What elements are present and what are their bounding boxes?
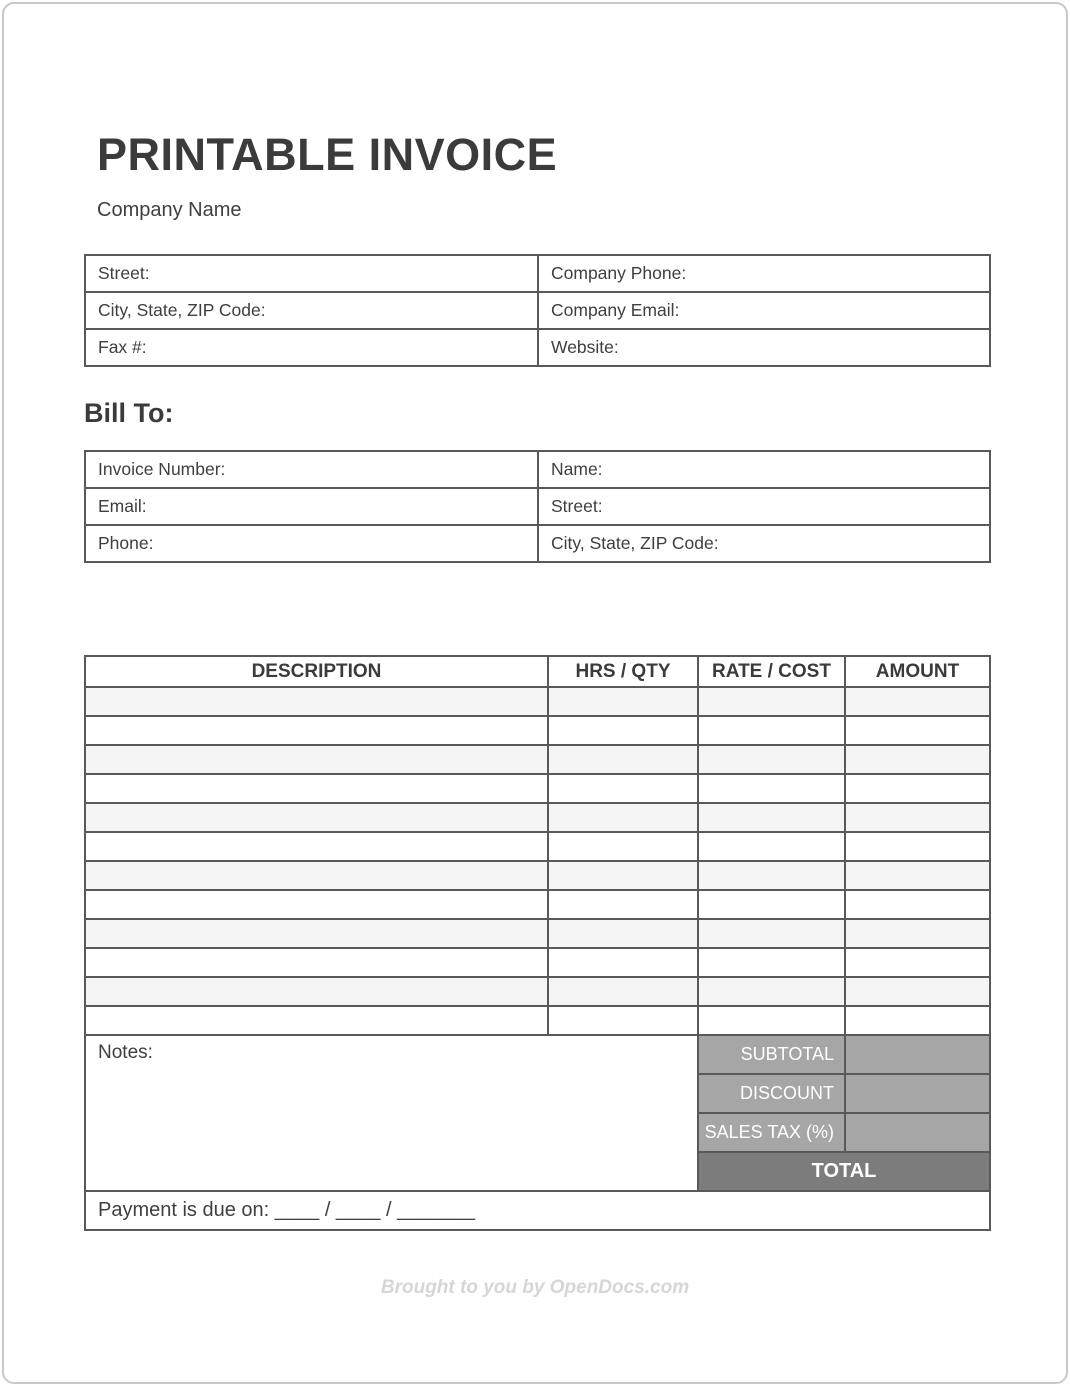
subtotal-label: SUBTOTAL xyxy=(698,1035,845,1074)
city-state-zip-field[interactable] xyxy=(85,292,538,329)
item-cell[interactable] xyxy=(85,745,548,774)
company-phone-label: Company Phone: xyxy=(551,262,687,283)
col-rate-cost-header: RATE / COST xyxy=(698,656,845,687)
item-cell[interactable] xyxy=(548,803,698,832)
table-row xyxy=(85,329,990,366)
company-email-label: Company Email: xyxy=(551,299,680,320)
invoice-page xyxy=(2,2,1068,1384)
bill-email-label: Email: xyxy=(98,496,147,517)
sales-tax-value-field[interactable] xyxy=(845,1113,990,1152)
item-row xyxy=(85,774,990,803)
website-label: Website: xyxy=(551,336,619,357)
item-row xyxy=(85,687,990,716)
item-row xyxy=(85,861,990,890)
item-cell[interactable] xyxy=(548,687,698,716)
table-row xyxy=(85,292,990,329)
item-row xyxy=(85,716,990,745)
bill-name-field[interactable] xyxy=(538,451,990,488)
invoice-number-field[interactable] xyxy=(85,451,538,488)
item-row xyxy=(85,832,990,861)
item-row xyxy=(85,745,990,774)
item-cell[interactable] xyxy=(845,687,990,716)
col-amount-header: AMOUNT xyxy=(845,656,990,687)
bill-street-label: Street: xyxy=(551,496,603,517)
item-cell[interactable] xyxy=(85,832,548,861)
item-cell[interactable] xyxy=(845,919,990,948)
page-title: PRINTABLE INVOICE xyxy=(97,129,558,180)
item-cell[interactable] xyxy=(698,774,845,803)
item-cell[interactable] xyxy=(85,803,548,832)
summary-row xyxy=(85,1035,990,1074)
items-body xyxy=(85,687,990,1035)
item-cell[interactable] xyxy=(85,890,548,919)
table-row xyxy=(85,255,990,292)
item-cell[interactable] xyxy=(845,803,990,832)
company-name-field[interactable]: Company Name xyxy=(97,198,242,221)
bill-email-field[interactable] xyxy=(85,488,538,525)
table-row xyxy=(85,488,990,525)
table-row xyxy=(85,525,990,562)
item-row xyxy=(85,1006,990,1035)
item-cell[interactable] xyxy=(85,774,548,803)
item-cell[interactable] xyxy=(845,832,990,861)
item-cell[interactable] xyxy=(548,948,698,977)
item-cell[interactable] xyxy=(548,919,698,948)
bill-name-label: Name: xyxy=(551,459,603,480)
item-cell[interactable] xyxy=(698,948,845,977)
item-cell[interactable] xyxy=(845,745,990,774)
item-cell[interactable] xyxy=(698,1006,845,1035)
fax-field[interactable] xyxy=(85,329,538,366)
item-cell[interactable] xyxy=(548,861,698,890)
item-cell[interactable] xyxy=(85,977,548,1006)
subtotal-value-field[interactable] xyxy=(845,1035,990,1074)
item-row xyxy=(85,948,990,977)
item-cell[interactable] xyxy=(845,948,990,977)
item-cell[interactable] xyxy=(548,774,698,803)
item-cell[interactable] xyxy=(698,803,845,832)
item-row xyxy=(85,977,990,1006)
item-cell[interactable] xyxy=(548,1006,698,1035)
discount-value-field[interactable] xyxy=(845,1074,990,1113)
item-cell[interactable] xyxy=(548,832,698,861)
payment-due-label: Payment is due on: ____ / ____ / _______ xyxy=(98,1199,475,1222)
item-cell[interactable] xyxy=(845,977,990,1006)
item-cell[interactable] xyxy=(698,890,845,919)
item-cell[interactable] xyxy=(548,716,698,745)
item-row xyxy=(85,803,990,832)
col-hrs-qty-header: HRS / QTY xyxy=(548,656,698,687)
item-cell[interactable] xyxy=(548,890,698,919)
items-table xyxy=(84,655,991,1231)
item-cell[interactable] xyxy=(85,1006,548,1035)
bill-city-state-zip-field[interactable] xyxy=(538,525,990,562)
item-cell[interactable] xyxy=(548,745,698,774)
item-cell[interactable] xyxy=(85,948,548,977)
company-info-table xyxy=(84,254,991,367)
item-cell[interactable] xyxy=(698,977,845,1006)
item-cell[interactable] xyxy=(85,687,548,716)
item-cell[interactable] xyxy=(845,1006,990,1035)
bill-street-field[interactable] xyxy=(538,488,990,525)
item-cell[interactable] xyxy=(548,977,698,1006)
item-row xyxy=(85,919,990,948)
item-cell[interactable] xyxy=(698,861,845,890)
company-phone-field[interactable] xyxy=(538,255,990,292)
bill-to-heading: Bill To: xyxy=(84,397,174,428)
city-state-zip-label: City, State, ZIP Code: xyxy=(98,299,266,320)
discount-label: DISCOUNT xyxy=(698,1074,845,1113)
website-field[interactable] xyxy=(538,329,990,366)
bill-to-table xyxy=(84,450,991,563)
bill-phone-label: Phone: xyxy=(98,533,154,554)
bill-phone-field[interactable] xyxy=(85,525,538,562)
bill-city-state-zip-label: City, State, ZIP Code: xyxy=(551,533,719,554)
item-cell[interactable] xyxy=(845,861,990,890)
company-email-field[interactable] xyxy=(538,292,990,329)
notes-label: Notes: xyxy=(98,1042,153,1064)
payment-row xyxy=(85,1191,990,1230)
item-cell[interactable] xyxy=(698,832,845,861)
item-cell[interactable] xyxy=(85,716,548,745)
payment-due-field[interactable] xyxy=(85,1191,990,1230)
footer-credit: Brought to you by OpenDocs.com xyxy=(380,1277,690,1299)
item-cell[interactable] xyxy=(698,687,845,716)
items-header-row xyxy=(85,656,990,687)
total-label: TOTAL xyxy=(698,1152,990,1191)
item-cell[interactable] xyxy=(698,919,845,948)
col-description-header: DESCRIPTION xyxy=(85,656,548,687)
item-cell[interactable] xyxy=(845,774,990,803)
street-field[interactable] xyxy=(85,255,538,292)
item-cell[interactable] xyxy=(85,861,548,890)
street-label: Street: xyxy=(98,262,150,283)
fax-label: Fax #: xyxy=(98,336,147,357)
table-row xyxy=(85,451,990,488)
item-cell[interactable] xyxy=(698,745,845,774)
item-cell[interactable] xyxy=(845,890,990,919)
notes-field[interactable] xyxy=(85,1035,698,1191)
sales-tax-label: SALES TAX (%) xyxy=(698,1113,845,1152)
item-cell[interactable] xyxy=(698,716,845,745)
invoice-number-label: Invoice Number: xyxy=(98,459,226,480)
item-cell[interactable] xyxy=(85,919,548,948)
item-cell[interactable] xyxy=(845,716,990,745)
item-row xyxy=(85,890,990,919)
